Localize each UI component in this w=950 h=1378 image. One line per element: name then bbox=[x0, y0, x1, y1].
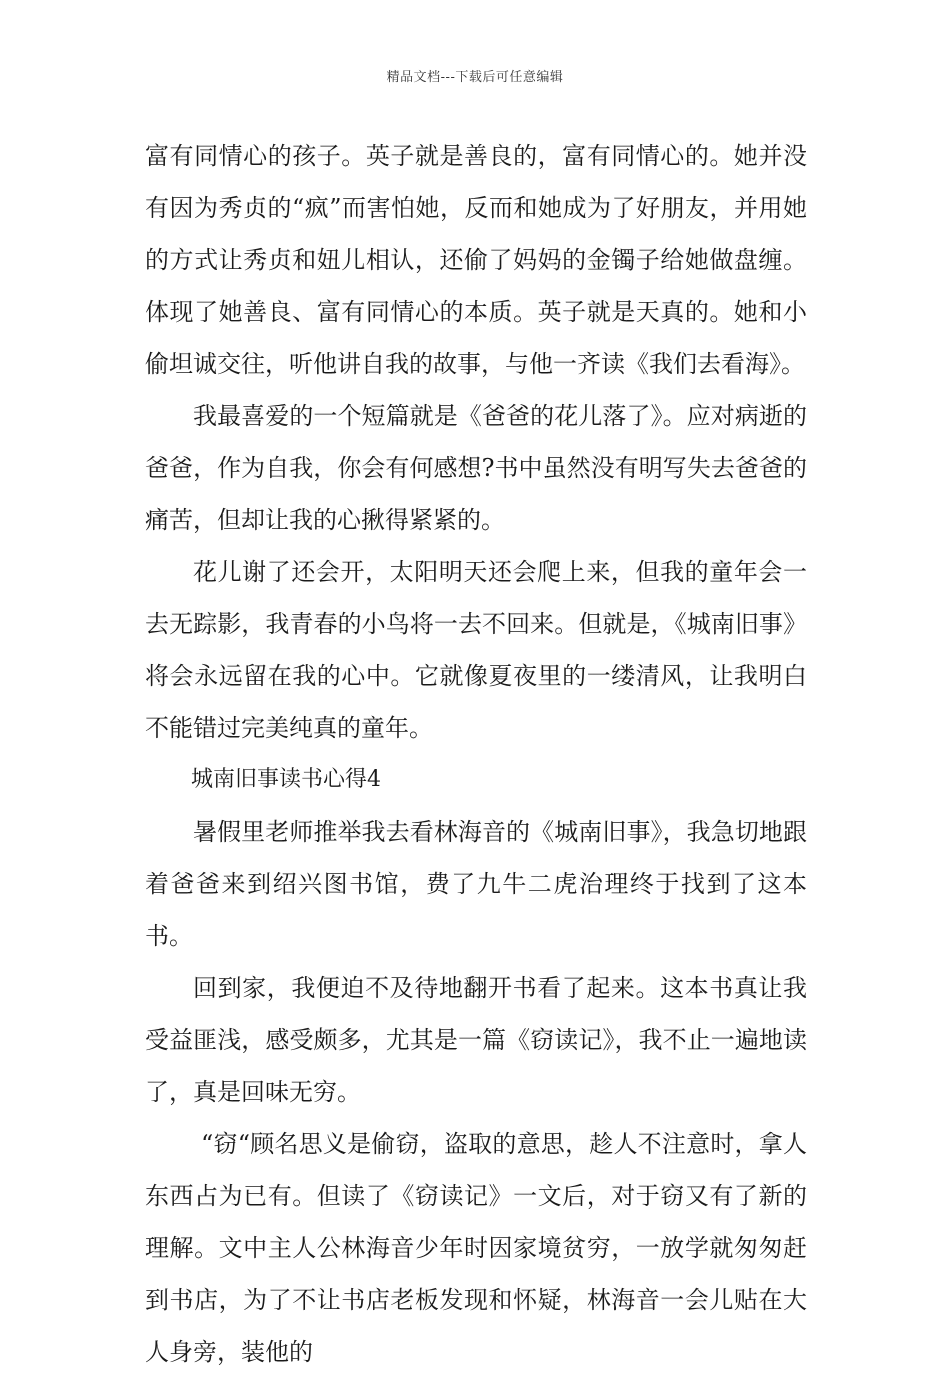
paragraph-stealing-reading: “窃“顾名思义是偷窃，盗取的意思，趁人不注意时，拿人东西占为已有。但读了《窃读记》一文后，对于窃又有了新的理解。文中主人公林海音少年时因家境贫穷，一放学就匆匆赶到书店，为了不让书店老板发现和怀疑，林海音一会儿贴在大人身旁，装他的 bbox=[145, 1130, 807, 1366]
paragraph-reading-at-home: 回到家，我便迫不及待地翻开书看了起来。这本书真让我受益匪浅，感受颇多，尤其是一篇《窃读记》，我不止一遍地读了，真是回味无穷。 bbox=[145, 974, 807, 1106]
paragraph-childhood: 花儿谢了还会开，太阳明天还会爬上来，但我的童年会一去无踪影，我青春的小鸟将一去不回来。但就是，《城南旧事》将会永远留在我的心中。它就像夏夜里的一缕清风，让我明白不能错过完美纯真的童年。 bbox=[145, 558, 807, 742]
paragraph-father-flowers: 我最喜爱的一个短篇就是《爸爸的花儿落了》。应对病逝的爸爸，作为自我，你会有何感想?书中虽然没有明写失去爸爸的痛苦，但却让我的心揪得紧紧的。 bbox=[145, 402, 807, 534]
section-heading: 城南旧事读书心得4 bbox=[191, 767, 381, 792]
document-body bbox=[145, 130, 807, 1378]
paragraph-summer-library: 暑假里老师推举我去看林海音的《城南旧事》，我急切地跟着爸爸来到绍兴图书馆，费了九牛二虎治理终于找到了这本书。 bbox=[145, 818, 807, 950]
page-header: 精品文档---下载后可任意编辑 bbox=[386, 70, 564, 85]
paragraph-continuation: 富有同情心的孩子。英子就是善良的，富有同情心的。她并没有因为秀贞的“疯”而害怕她，反而和她成为了好朋友，并用她的方式让秀贞和妞儿相认，还偷了妈妈的金镯子给她做盘缠。体现了她善良、富有同情心的本质。英子就是天真的。她和小偷坦诚交往，听他讲自我的故事，与他一齐读《我们去看海》。 bbox=[145, 142, 807, 378]
